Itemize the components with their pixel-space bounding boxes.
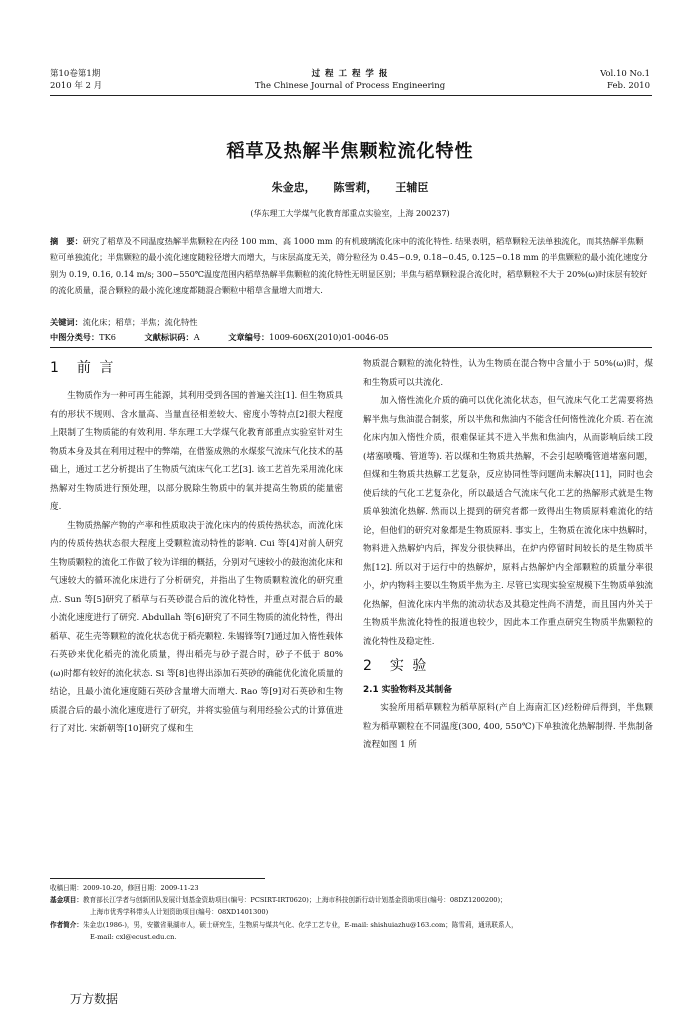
abstract <box>50 233 650 298</box>
left-column <box>50 355 343 739</box>
article-no-value: 1009-606X(2010)01-0046-05 <box>269 332 389 342</box>
fund-label: 基金项目： <box>50 896 83 905</box>
watermark: 万方数据 <box>70 992 119 1006</box>
section-1-heading: 1 前 言 <box>50 360 116 376</box>
right-column <box>363 355 653 755</box>
article-title: 稻草及热解半焦颗粒流化特性 <box>226 141 474 162</box>
paragraph: 生物质作为一种可再生能源，其利用受到各国的普遍关注[1]. 但生物质具有的形状不规则、含水量高、当量直径相差较大、密度小等特点[2]很大程度上限制了生物质能的有效利用. 华东理工大学煤气化教育部重点实验室针对生物质本身及其在利用过程中的弊端，在借鉴成熟的水煤浆气流床气化技术的基础上，通过工艺分析提出了生物质气流床气化工艺[3]. 该工艺首先采用流化床热解对生物质进行预处理，以部分脱除生物质中的氧并提高生物质的能量密度. <box>50 391 343 512</box>
doc-code-label: 文献标识码： <box>144 332 194 342</box>
header-volume-cn: 第10卷第1期 <box>50 69 101 79</box>
affiliation: (华东理工大学煤气化教育部重点实验室，上海 200237) <box>250 209 450 218</box>
author-bio-line-1: 朱金忠(1986-)，男，安徽省巢湖市人，硕士研究生，生物质与煤共气化、化学工艺专业，E-mail: shishuiazhu@163.com；陈雪莉，通讯联系人， <box>82 920 518 929</box>
article-no-label: 文章编号： <box>228 332 270 342</box>
footnote <box>50 882 650 943</box>
received-date: 收稿日期：2009-10-20，修回日期：2009-11-23 <box>50 884 199 892</box>
keywords-label: 关键词： <box>50 317 83 327</box>
author-list: 朱金忠， 陈雪莉， 王辅臣 <box>271 181 429 194</box>
keywords <box>50 315 650 329</box>
abstract-text: 研究了稻草及不同温度热解半焦颗粒在内径 100 mm、高 1000 mm 的有机玻璃流化床中的流化特性. 结果表明，稻草颗粒无法单独流化，而其热解半焦颗粒可单独流化；半焦颗粒的最小流化速度随粒径增大而增大，与床层高度无关，筛分粒径为 0.45~0.9, 0.18~0.45, 0.125~0.18 mm 的半焦颗粒的最小流化速度分别为 0.19, 0.16, 0.14 m/s; 300~550℃温度范围内稻草热解半焦颗粒的流化特性无明显区别；半焦与稻草颗粒混合流化时，稻草颗粒不大于 20%(ω)时床层有较好的流化质量，混合颗粒的最小流化速度都随混合颗粒中稻草含量增大而增大. <box>50 236 648 295</box>
header-rule <box>50 95 652 96</box>
header-date-cn: 2010 年 2 月 <box>50 81 103 91</box>
journal-title-cn: 过 程 工 程 学 报 <box>311 69 389 79</box>
footnote-rule <box>50 878 265 879</box>
fund-line-1: 教育部长江学者与创新团队发展计划基金资助项目(编号：PCSIRT-IRT0620)；上海市科技创新行动计划基金资助项目(编号：08DZ1200200)； <box>82 896 507 905</box>
fund-line-2: 上海市优秀学科带头人计划资助项目(编号：08XD1401300) <box>90 908 269 917</box>
doc-code-value: A <box>193 332 200 342</box>
keywords-text: 流化床；稻草；半焦；流化特性 <box>82 317 198 327</box>
header-date-en: Feb. 2010 <box>607 81 650 91</box>
paragraph: 实验所用稻草颗粒为稻草原料(产自上海南汇区)经粉碎后得到，半焦颗粒为稻草颗粒在不同温度(300, 400, 550℃)下单独流化热解制得. 半焦制备流程如图 1 所 <box>363 703 653 750</box>
author-bio-line-2: E-mail: cxl@ecust.edu.cn. <box>90 932 177 941</box>
section-2-heading: 2 实 验 <box>363 658 429 674</box>
left-column-text <box>50 387 343 739</box>
section-2-1-text <box>363 699 653 755</box>
paragraph: 生物质热解产物的产率和性质取决于流化床内的传质传热状态，而流化床内的传质传热状态很大程度上受颗粒流动特性的影响. Cui 等[4]对前人研究生物质颗粒的流化工作做了较为详细的概括，分别对气速较小的鼓泡流化床和气速较大的循环流化床进行了分析研究，并指出了生物质颗粒流化的研究重点. Sun 等[5]研究了稻草与石英砂混合后的流化特性，并重点对混合后的最小流化速度进行了研究. Abdullah 等[6]研究了不同生物质的流化特性，得出稻草、花生壳等颗粒的流化状态优于稻壳颗粒. 朱锡锋等[7]通过加入惰性载体石英砂来优化稻壳的流化质量，得出稻壳与砂子混合时，砂子不低于 80%(ω)时都有较好的流化状态. Si 等[8]也得出添加石英砂的确能优化流化质量的结论，且最小流化速度随石英砂含量增大而增大. Rao 等[9]对石英砂和生物质混合后的最小流化速度进行了研究，并将实验值与利用经验公式的计算值进行了对比. 宋新朝等[10]研究了煤和生 <box>50 520 343 734</box>
header-volume-en: Vol.10 No.1 <box>600 69 650 79</box>
abstract-label: 摘 要： <box>50 236 83 246</box>
classification-line <box>50 330 650 344</box>
journal-title-en: The Chinese Journal of Process Engineering <box>254 81 446 91</box>
abstract-rule <box>50 347 652 348</box>
author-bio-label: 作者简介： <box>50 920 83 929</box>
clc-label: 中图分类号： <box>50 332 100 342</box>
clc-value: TK6 <box>99 332 116 342</box>
paragraph: 物质混合颗粒的流化特性，认为生物质在混合物中含量小于 50%(ω)时，煤和生物质可以共流化. <box>363 359 653 388</box>
section-2-1-heading: 2.1 实验物料及其制备 <box>363 685 453 695</box>
paragraph: 加入惰性流化介质的确可以优化流化状态，但气流床气化工艺需要将热解半焦与焦油混合制浆，所以半焦和焦油内不能含任何惰性流化介质. 若在流化床内加入惰性介质，很难保证其不进入半焦和焦油内，从而影响后续工段(堵塞喷嘴、管道等). 若以煤和生物质共热解，不会引起喷嘴管道堵塞问题，但煤和生物质共热解工艺复杂，反应协同性等问题尚未解决[11]，同时也会使后续的气化工艺复杂化，所以最适合气流床气化工艺的热解形式就是生物质单独流化热解. 然而以上提到的研究者都一致得出生物质原料难流化的结论，但他们的研究对象都是生物质原料. 事实上，生物质在流化床中热解时，物料进入热解炉内后，挥发分很快释出，在炉内停留时间较长的是生物质半焦[12]. 所以对于运行中的热解炉，原料占热解炉内全部颗粒的质量分率很小，炉内物料主要以生物质半焦为主. 尽管已实现实验室规模下生物质单独流化热解，但流化床内半焦的流动状态及其稳定性尚不清楚，而且国内外关于生物质半焦流化特性的报道也较少，因此本工作重点研究生物质半焦颗粒的流化特性及稳定性. <box>363 396 653 647</box>
right-column-text <box>363 355 653 651</box>
